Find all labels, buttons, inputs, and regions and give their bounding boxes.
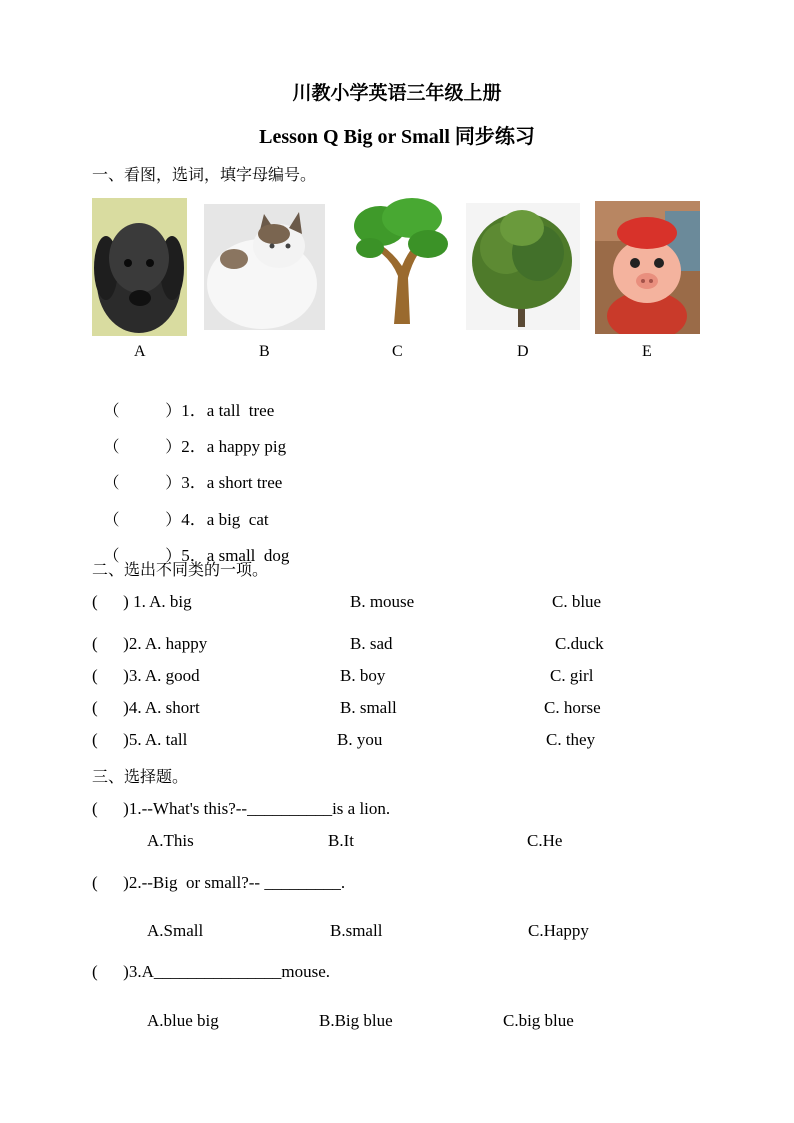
option-b: B.small [330,921,383,940]
page-title: 川教小学英语三年级上册 [292,82,502,104]
section3-heading: 三、选择题。 [92,767,189,786]
item-number: 2． [181,437,207,456]
choice-question: ( )3.A_______________mouse. [92,962,330,981]
image-label-e: E [642,343,652,360]
odd-one-question: ( )5. A. tall [92,730,188,749]
option-c: C. girl [550,666,594,685]
choice-question: ( )2.--Big or small?-- _________. [92,873,346,892]
option-c: C.Happy [528,921,589,940]
option-b: B.It [328,831,354,850]
option-b: B. boy [340,666,386,685]
image-label-b: B [259,343,270,360]
item-number: 5． [181,546,207,565]
answer-blank[interactable]: （ ） [103,510,182,529]
answer-blank[interactable]: （ ） [103,473,182,492]
image-label-a: A [134,343,146,360]
odd-one-question: ( )4. A. short [92,698,200,717]
option-a: A.This [147,831,194,850]
odd-one-question: ( )2. A. happy [92,634,208,653]
item-text: a small dog [206,546,290,565]
option-c: C. horse [544,698,601,717]
option-c: C. blue [552,592,602,611]
item-text: a short tree [206,473,283,492]
tall-tree-photo [466,203,580,330]
answer-blank[interactable]: （ ） [103,437,182,456]
odd-one-question: ( ) 1. A. big [92,592,192,611]
option-b: B. sad [350,634,393,653]
pig-cartoon [595,201,700,334]
option-b: B. small [340,698,397,717]
item-text: a big cat [206,510,269,529]
short-tree-drawing [350,196,450,328]
section2-heading: 二、选出不同类的一项。 [92,560,269,579]
choice-question: ( )1.--What's this?--__________is a lion. [92,799,391,818]
option-c: C.big blue [503,1011,574,1030]
section1-heading: 一、看图，选词，填字母编号。 [92,165,317,184]
option-c: C.duck [555,634,604,653]
option-c: C.He [527,831,563,850]
option-c: C. they [546,730,596,749]
cat-photo [204,204,325,330]
item-number: 4． [181,510,207,529]
option-a: A.Small [147,921,204,940]
option-a: A.blue big [147,1011,219,1030]
option-b: B.Big blue [319,1011,393,1030]
item-number: 1． [181,401,207,420]
item-number: 3． [181,473,207,492]
answer-blank[interactable]: （ ） [103,401,182,420]
odd-one-question: ( )3. A. good [92,666,200,685]
page-subtitle: Lesson Q Big or Small 同步练习 [259,126,535,148]
image-label-c: C [392,343,403,360]
item-text: a tall tree [206,401,275,420]
puppy-photo [92,198,187,336]
image-label-d: D [517,343,529,360]
option-b: B. mouse [350,592,415,611]
answer-blank[interactable]: （ ） [103,546,182,565]
option-b: B. you [337,730,383,749]
item-text: a happy pig [206,437,287,456]
